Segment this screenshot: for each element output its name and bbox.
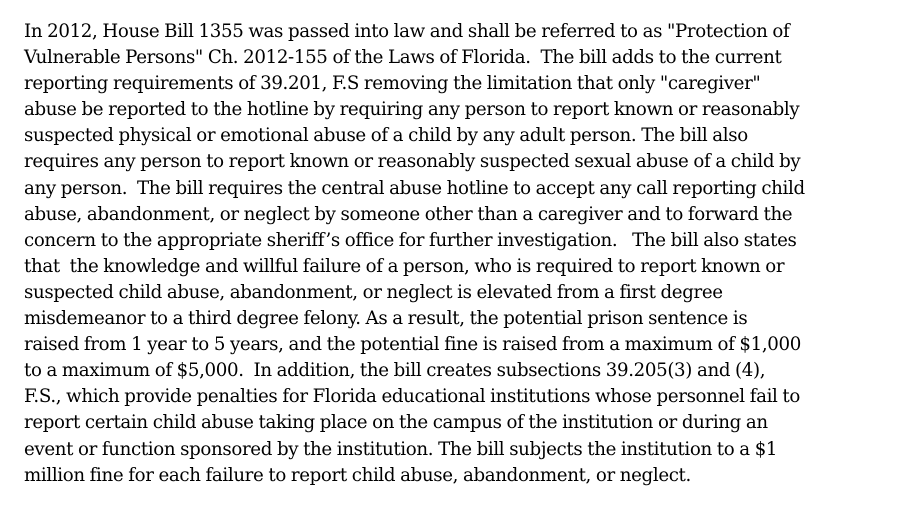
paragraph-line: Vulnerable Persons" Ch. 2012-155 of the Laws of Florida. The bill adds to the current <box>24 47 782 69</box>
paragraph-line: event or function sponsored by the institution. The bill subjects the institution to a $1 <box>24 438 778 460</box>
paragraph-line: misdemeanor to a third degree felony. As a result, the potential prison sentence is <box>24 308 748 330</box>
paragraph-line: to a maximum of $5,000. In addition, the bill creates subsections 39.205(3) and (4), <box>24 360 766 382</box>
paragraph-line: raised from 1 year to 5 years, and the potential fine is raised from a maximum of $1,000 <box>24 334 801 356</box>
paragraph-line: abuse, abandonment, or neglect by someone other than a caregiver and to forward the <box>24 203 793 225</box>
paragraph-line: concern to the appropriate sheriff’s office for further investigation. The bill also states <box>24 229 797 251</box>
paragraph-line: report certain child abuse taking place on the campus of the institution or during an <box>24 412 768 434</box>
paragraph-line: abuse be reported to the hotline by requiring any person to report known or reasonably <box>24 99 800 121</box>
paragraph-line: million fine for each failure to report child abuse, abandonment, or neglect. <box>24 464 691 486</box>
document-paragraph <box>24 19 894 489</box>
paragraph-line: In 2012, House Bill 1355 was passed into law and shall be referred to as "Protection of <box>24 21 790 42</box>
paragraph-line: suspected child abuse, abandonment, or neglect is elevated from a first degree <box>24 281 723 303</box>
paragraph-line: that the knowledge and willful failure of a person, who is required to report known or <box>24 255 785 277</box>
paragraph-line: any person. The bill requires the central abuse hotline to accept any call reporting child <box>24 177 805 199</box>
paragraph-line: requires any person to report known or reasonably suspected sexual abuse of a child by <box>24 151 801 173</box>
paragraph-line: F.S., which provide penalties for Florida educational institutions whose personnel fail to <box>24 386 800 408</box>
paragraph-line: suspected physical or emotional abuse of a child by any adult person. The bill also <box>24 125 748 147</box>
paragraph-line: reporting requirements of 39.201, F.S removing the limitation that only "caregiver" <box>24 73 761 95</box>
